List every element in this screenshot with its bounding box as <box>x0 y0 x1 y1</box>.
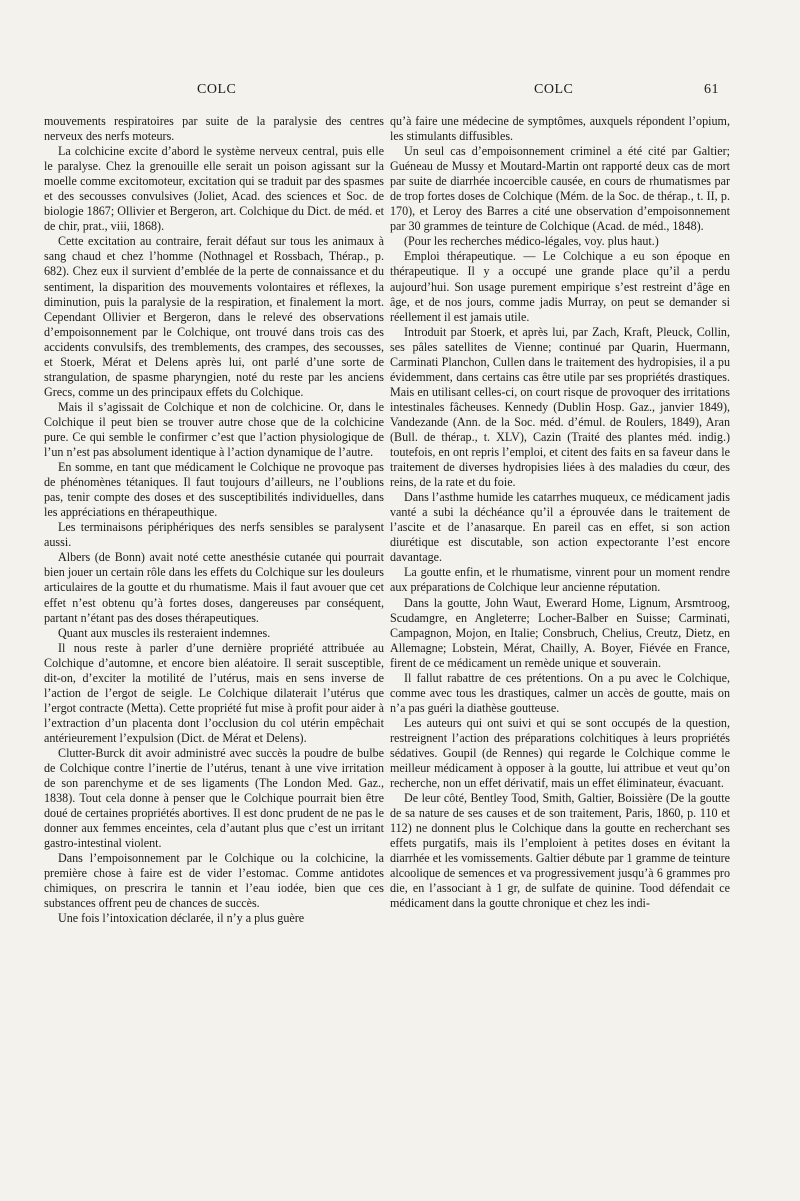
running-header <box>44 82 744 104</box>
paragraph: Il fallut rabattre de ces prétentions. On a pu avec le Colchique, comme avec tous les drastiques, calmer un accès de goutte, mais on n’a pas guéri la diathèse goutteuse. <box>390 670 730 715</box>
paragraph: Dans l’asthme humide les catarrhes muqueux, ce médicament jadis vanté a subi la déchéance qu’il a éprouvée dans le traitement de l’ascite et de l’anasarque. En pareil cas en effet, si son action diurétique est discutable, son action expectorante l’est encore davantage. <box>390 490 730 565</box>
paragraph: Dans la goutte, John Waut, Ewerard Home, Lignum, Arsmtroog, Scudamgre, en Angleterre; Locher-Balber en Suisse; Carminati, Campagnon, Mojon, en Italie; Consbruch, Chelius, Creutz, Dietz, en Allemagne; Lobstein, Mérat, Chailly, A. Boyer, Fiévée en France, firent de ce médicament un remède unique et souverain. <box>390 595 730 670</box>
paragraph: Une fois l’intoxication déclarée, il n’y a plus guère <box>58 911 305 926</box>
paragraph: qu’à faire une médecine de symptômes, auxquels répondent l’opium, les stimulants diffusibles. <box>390 114 730 144</box>
paragraph: mouvements respiratoires par suite de la paralysie des centres nerveux des nerfs moteurs. <box>44 114 384 144</box>
left-text-column <box>44 114 384 927</box>
paragraph: Albers (de Bonn) avait noté cette anesthésie cutanée qui pourrait bien jouer un certain rôle dans les effets du Colchique sur les douleurs articulaires de la goutte et du rhumatisme. Mais il faut avouer que cet effet n’est obtenu qu’à fortes doses, dangereuses par conséquent, partant n’étant pas des doses thérapeutiques. <box>44 550 384 625</box>
paragraph: En somme, en tant que médicament le Colchique ne provoque pas de phénomènes tétaniques. Il faut toujours d’ailleurs, ne l’oublions pas, tenir compte des doses et des susceptibilités individuelles, dans les appréciations en thérapeuthique. <box>44 460 384 520</box>
paragraph: Il nous reste à parler d’une dernière propriété attribuée au Colchique d’automne, et encore bien aléatoire. Il serait susceptible, dit-on, d’exciter la motilité de l’utérus, mais en sens inverse de l’action de l’ergot de seigle. Le Colchique dilaterait l’utérus que l’ergot contracte (Metta). Cette propriété fut mise à profit pour aider à l’extraction d’un placenta dont l’occlusion du col utérin empêchait antérieurement l’expulsion (Dict. de Mérat et Delens). <box>44 640 384 745</box>
paragraph: Quant aux muscles ils resteraient indemnes. <box>58 625 271 640</box>
paragraph: Cette excitation au contraire, ferait défaut sur tous les animaux à sang chaud et chez l’homme (Nothnagel et Rossbach, Thérap., p. 682). Chez eux il survient d’emblée de la perte de connaissance et du sentiment, la disparition des mouvements volontaires et réflexes, la diminution, puis la paralysie de la respiration, et finalement la mort. Cependant Ollivier et Bergeron, dans le relevé des observations d’empoisonnement par le Colchique, ont trouvé dans trois cas des accidents convulsifs, des tremblements, des crampes, des secousses, et Stoerk, Mérat et Delens après lui, ont parlé d’une sorte de strangulation, de spasme pharyngien, noté du reste par les anciens Grecs, comme un des principaux effets du Colchique. <box>44 234 384 399</box>
right-text-column <box>390 114 730 911</box>
page-number: 61 <box>704 82 719 97</box>
paragraph: De leur côté, Bentley Tood, Smith, Galtier, Boissière (De la goutte de sa nature de ses causes et de son traitement, Paris, 1860, p. 110 et 112) ne donnent plus le Colchique dans la goutte en recherchant ses effets purgatifs, mais ils l’emploient à petites doses en évitant la diarrhée et les vomissements. Galtier débute par 1 gramme de teinture alcoolique de semences et va progressivement jusqu’à 6 grammes pro die, en l’associant à 1 gr, de sulfate de quinine. Tood défendait ce médicament dans la goutte chronique et chez les indi- <box>390 791 730 911</box>
running-title-right: COLC <box>534 82 574 97</box>
paragraph: Un seul cas d’empoisonnement criminel a été cité par Galtier; Guéneau de Mussy et Moutard-Martin ont rapporté deux cas de mort par suite de diarrhée incoercible causée, en cours de rhumatismes par de trop fortes doses de Colchique (Mém. de la Soc. de thérap., t. II, p. 170), et Leroy des Barres a cité une observation d’empoisonnement par 30 grammes de teinture de Colchique (Acad. de méd., 1848). <box>390 144 730 234</box>
paragraph: Introduit par Stoerk, et après lui, par Zach, Kraft, Pleuck, Collin, ses pâles satellites de Vienne; continué par Quarin, Huermann, Carminati Planchon, Cullen dans le traitement des hydropisies, il a pu évidemment, dans certains cas être utile par ses propriétés drastiques. Mais en utilisant celles-ci, on court risque de provoquer des irritations intestinales fâcheuses. Kennedy (Dublin Hosp. Gaz., janvier 1849), Vandezande (Ann. de la Soc. méd. d’émul. de Roulers, 1849), Aran (Bull. de thérap., t. XLV), Cazin (Traité des plantes méd. indig.) toutefois, en ont repris l’emploi, et citent des faits en sa faveur dans le traitement de diverses hydropisies liées à des maladies du cœur, des reins, de la rate et du foie. <box>390 324 730 490</box>
paragraph: Les terminaisons périphériques des nerfs sensibles se paralysent aussi. <box>44 520 384 550</box>
paragraph: Dans l’empoisonnement par le Colchique ou la colchicine, la première chose à faire est de vider l’estomac. Comme antidotes chimiques, on prescrira le tannin et l’eau iodée, bien que ces substances offrent peu de chances de succès. <box>44 851 384 911</box>
running-title-left: COLC <box>197 82 237 97</box>
paragraph: Clutter-Burck dit avoir administré avec succès la poudre de bulbe de Colchique contre l’inertie de l’utérus, tenant à une vive irritation de son parenchyme et de ses ligaments (The London Med. Gaz., 1838). Tout cela donne à penser que le Colchique pourrait bien être doué de certaines propriétés abortives. Il est donc prudent de ne pas le donner aux femmes enceintes, cela d’autant plus que c’est un irritant gastro-intestinal violent. <box>44 745 384 851</box>
paragraph: Les auteurs qui ont suivi et qui se sont occupés de la question, restreignent l’action des préparations colchitiques à leurs propriétés sédatives. Goupil (de Rennes) qui regarde le Colchique comme le meilleur médicament à opposer à la goutte, lui attribue et veut qu’on recherche, non un effet dérivatif, mais un effet éliminateur, évacuant. <box>390 715 730 791</box>
paragraph: (Pour les recherches médico-légales, voy. plus haut.) <box>404 234 659 249</box>
paragraph: Mais il s’agissait de Colchique et non de colchicine. Or, dans le Colchique il peut bien se trouver autre chose que de la colchicine pure. Ce qui semble le confirmer c’est que l’action physiologique de l’un n’est pas absolument identique à l’action dynamique de l’autre. <box>44 399 384 460</box>
paragraph: La goutte enfin, et le rhumatisme, vinrent pour un moment rendre aux préparations de Colchique leur ancienne réputation. <box>390 565 730 595</box>
paragraph: Emploi thérapeutique. — Le Colchique a eu son époque en thérapeutique. Il y a occupé une grande place qu’il a perdu aujourd’hui. Son usage purement empirique s’est restreint d’âge en âge, et de nos jours, comme jadis Murray, on peut se demander si réellement il est jamais utile. <box>390 249 730 324</box>
paragraph: La colchicine excite d’abord le système nerveux central, puis elle le paralyse. Chez la grenouille elle serait un poison agissant sur la moelle comme excitomoteur, excitation qui se traduit par des spasmes et des secousses convulsives (Joliet, Acad. des sciences et Soc. de biologie 1867; Ollivier et Bergeron, art. Colchique du Dict. de méd. et de chir, prat., viii, 1868). <box>44 144 385 234</box>
